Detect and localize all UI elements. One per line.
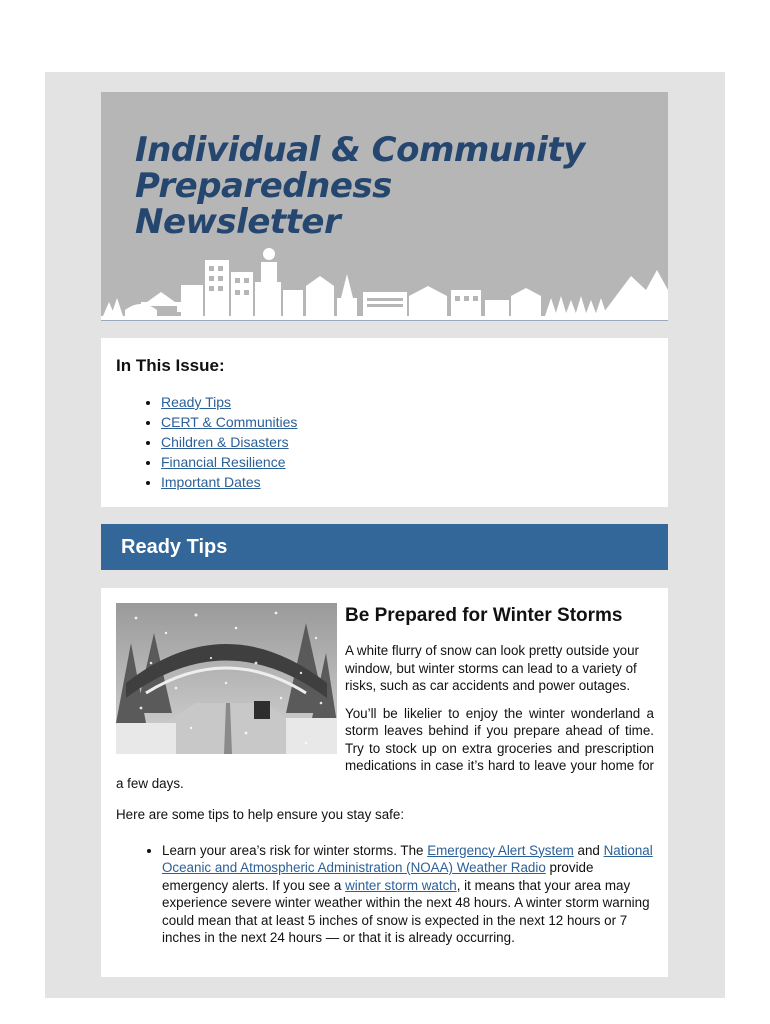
- section-title: Ready Tips: [121, 536, 228, 558]
- toc-link-ready-tips[interactable]: Ready Tips: [161, 394, 232, 410]
- city-skyline-illustration: [101, 240, 668, 320]
- toc-link-financial-resilience[interactable]: Financial Resilience: [161, 454, 286, 470]
- winter-storm-watch-link[interactable]: winter storm watch: [345, 877, 457, 893]
- toc-list: [116, 392, 297, 492]
- title-line: Preparedness: [135, 166, 392, 206]
- toc-link-important-dates[interactable]: Important Dates: [161, 474, 261, 490]
- tip-text: , it means that your area may experience severe winter weather within the next 48 hours. A winter storm warning could mean that at least 5 inches of snow is expected in the next 12 hours or 7 inches in the next 24 hours — or that it is already occurring.: [162, 877, 650, 945]
- noaa-weather-radio-link[interactable]: National Oceanic and Atmospheric Administration (NOAA) Weather Radio: [162, 842, 653, 875]
- article-paragraph: You’ll be likelier to enjoy the winter wonderland a storm leaves behind if you prepare ahead of time. Try to stock up on extra groceries and prescription medications in case it’s hard to leave your home for a few days.: [116, 705, 654, 791]
- section-header-bar: [101, 524, 668, 570]
- toc-link-cert-communities[interactable]: CERT & Communities: [161, 414, 298, 430]
- toc-item: [161, 392, 297, 412]
- toc-item: [161, 472, 297, 492]
- tip-text: and: [573, 842, 604, 858]
- article-paragraph: A white flurry of snow can look pretty outside your window, but winter storms can lead to a variety of risks, such as car accidents and power outages.: [345, 643, 639, 693]
- toc-link-children-disasters[interactable]: Children & Disasters: [161, 434, 289, 450]
- newsletter-title: [135, 132, 585, 240]
- toc-item: [161, 432, 297, 452]
- tip-item: [162, 842, 654, 947]
- toc-heading: In This Issue:: [116, 356, 225, 375]
- emergency-alert-system-link[interactable]: Emergency Alert System: [427, 842, 574, 858]
- winter-storm-photo: [116, 603, 337, 754]
- tip-text: provide emergency alerts. If you see a: [162, 860, 594, 893]
- toc-item: [161, 412, 297, 432]
- title-line: Individual & Community: [135, 130, 585, 170]
- article-paragraph: Here are some tips to help ensure you stay safe:: [116, 807, 405, 822]
- article-title: Be Prepared for Winter Storms: [345, 605, 623, 626]
- article-card: [101, 588, 668, 977]
- toc-item: [161, 452, 297, 472]
- tip-text: Learn your area’s risk for winter storms. The: [162, 842, 428, 858]
- tips-list: [116, 842, 654, 947]
- in-this-issue-box: [101, 338, 668, 507]
- title-line: Newsletter: [135, 202, 341, 242]
- newsletter-header: [101, 92, 668, 321]
